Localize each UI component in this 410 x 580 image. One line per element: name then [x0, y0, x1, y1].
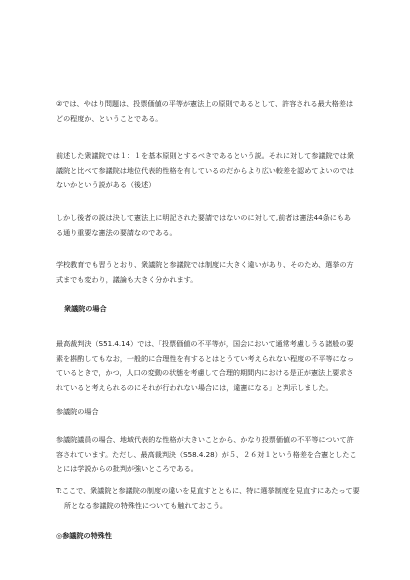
paragraph-max-disparity: ②では、やはり問題は、投票価値の平等が憲法上の原則であるとして、許容される最大格差はどの程度か、ということである。 — [56, 99, 354, 123]
heading-house-of-representatives: 衆議院の場合 — [64, 304, 107, 313]
heading-house-of-councillors: 参議院の場合 — [56, 407, 99, 416]
paragraph-school-education: 学校教育でも習うとおり、衆議院と参議院では制度に大きく違いがあり、そのため、選挙の方式までも変わり，議論も大きく分かれます。 — [56, 260, 354, 284]
heading-councillors-special-nature: ◎参議院の特殊性 — [56, 531, 112, 540]
paragraph-supreme-court-s51: 最高裁判決（S51.4.14）では、「投票価値の不平等が，国会において通常考慮しうる諸般の要素を斟酌してもなお，一般的に合理性を有するとはとうてい考えられない程度の不平等になっているときで，かつ，人口の変動の状態を考慮して合理的期間内における是正が憲法上要求されていると考えられるのにそれが行われない場合には，違憲になる」と判示しました。 — [56, 339, 354, 392]
paragraph-house-theories: 前述した衆議院では１：１を基本原則とするべきであるという説。それに対して参議院では衆議院と比べて参議院は地位代表的性格を有しているのだからより広い較差を認めてよいのではないかという説がある（後述） — [56, 151, 354, 189]
paragraph-councillors-disparity: 参議院議員の場合、地域代表的な性格が大きいことから、かなり投票価値の不平等について許容されています。ただし、最高裁判決（S58.4.28）が５、２６対１という格差を合憲としたことには学説からの批判が強いところである。 — [56, 435, 357, 473]
paragraph-constitution-44: しかし後者の説は決して憲法上に明記された要請ではないのに対して,前者は憲法44条にもある通り重要な憲法の要請なのである。 — [56, 213, 352, 237]
paragraph-teacher-note: T:ここで、衆議院と参議院の制度の違いを見直すとともに、特に選挙制度を見直すにあたって要所となる参議院の特殊性についても触れておこう。 — [56, 486, 360, 510]
